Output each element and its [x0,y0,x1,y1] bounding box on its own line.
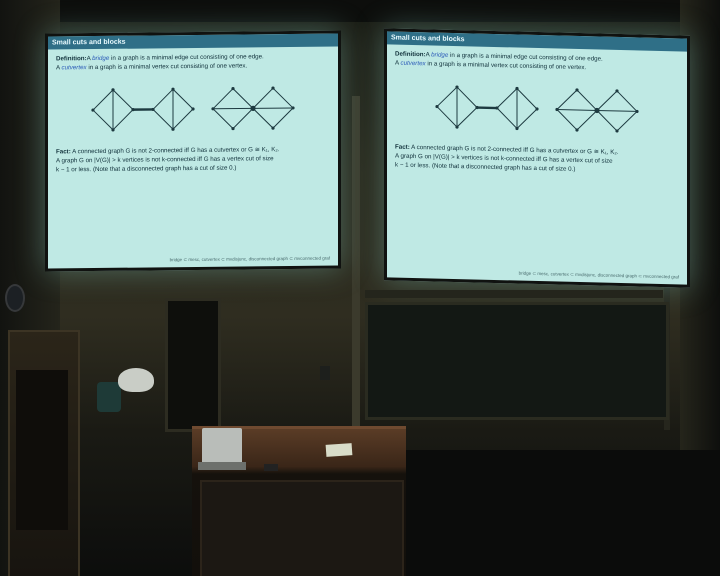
sink-basin [118,368,154,392]
bridge-term: bridge [92,54,110,63]
bridge-pre: A [86,55,93,63]
definition-label: Definition: [56,55,87,63]
bridge-post: in a graph is a minimal edge cut consisting of one edge. [109,53,264,62]
center-pillar [352,96,360,436]
paper-sheet [326,443,353,457]
chair [97,382,121,412]
bridge-post: in a graph is a minimal edge cut consisting of one edge. [448,51,603,63]
graph-vertices [435,85,638,133]
graph-diagrams [427,76,647,141]
fact-label: Fact: [56,148,71,156]
dark-floor [404,450,720,576]
blackboard-rail [365,290,663,298]
slide-left [48,33,338,268]
wall-outlet [320,366,330,380]
cutvertex-term: cutvertex [400,59,426,68]
left-projection-screen [45,30,341,271]
right-projection-screen [384,28,690,287]
bookshelf-opening [16,370,68,530]
cutvertex-pre: A [56,64,62,72]
cutvertex-post: in a graph is a minimal vertex cut consisting of one vertex. [86,62,248,72]
bridge-graph [93,89,193,130]
graph-vertices [91,86,294,131]
slide-right [387,31,687,284]
wall-clock [5,284,25,312]
fact-label: Fact: [395,143,410,151]
kconn-line-2: k − 1 or less. (Note that a disconnected graph has a cut of size 0.) [395,161,576,173]
laptop-screen [202,428,242,464]
kconn-line-2: k − 1 or less. (Note that a disconnected graph has a cut of size 0.) [56,164,237,174]
bridge-graph [437,87,537,129]
slide-title: Small cuts and blocks [387,31,687,51]
desk-front-panel [200,480,404,576]
slide-footer: bridge ⊂ mesc, cutvertex ⊂ mvdisjunc, disconnected graph ⊂ mvconnected graf [518,270,679,280]
ceiling [0,0,720,22]
kconn-line-1: A graph G on |V(G)| > k vertices is not k-connected iff G has a vertex cut of size [395,152,613,165]
blackboard [365,302,669,420]
cutvertex-pre: A [395,59,401,67]
graph-diagrams [83,78,303,140]
bridge-pre: A [425,51,432,59]
fact-text: A connected graph G is not 2-connected iff G has a cutvertex or G ≅ K₁, K₂. [70,146,280,156]
doorway [165,298,221,432]
slide-footer: bridge ⊂ mesc, cutvertex ⊂ mvdisjunc, disconnected graph ⊂ mvconnected graf [169,255,330,263]
fact-text: A connected graph G is not 2-connected iff G has a cutvertex or G ≅ K₁, K₂. [409,143,619,156]
laptop-base [198,462,246,470]
cutvertex-post: in a graph is a minimal vertex cut consisting of one vertex. [425,60,587,72]
definition-cutvertex-line [56,62,330,73]
kconn-line-1: A graph G on |V(G)| > k vertices is not k-connected iff G has a vertex cut of size [56,155,274,165]
cutvertex-term: cutvertex [61,64,87,72]
definition-label: Definition: [395,50,426,59]
remote-device [264,464,278,471]
bridge-term: bridge [431,51,449,59]
slide-title: Small cuts and blocks [48,33,338,49]
